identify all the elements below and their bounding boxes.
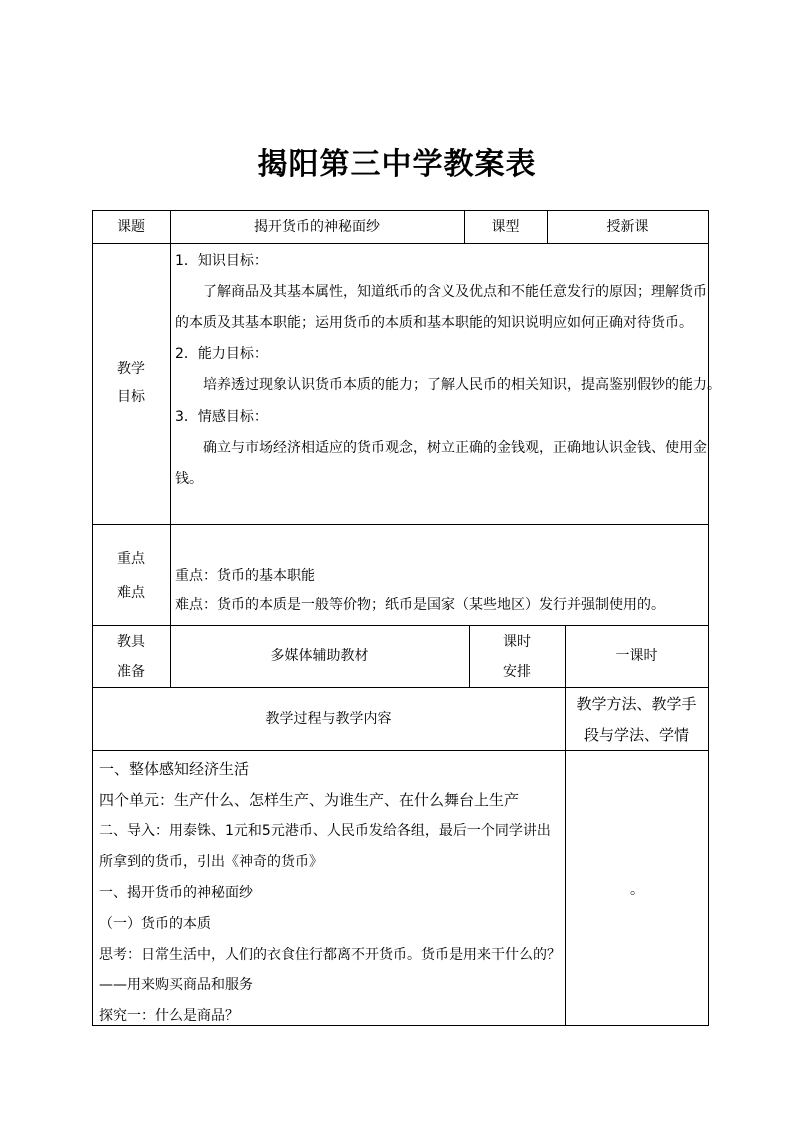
- emotion-line: 确立与市场经济相适应的货币观念，树立正确的金钱观，正确地认识金钱、使用金: [203, 440, 707, 456]
- process-right-mark: 。: [630, 882, 644, 898]
- key-point-text: 重点：货币的基本职能: [175, 568, 315, 584]
- process-line: 思考：日常生活中，人们的衣食住行都离不开货币。货币是用来干什么的？: [99, 947, 561, 963]
- process-line: （一）货币的本质: [99, 916, 211, 932]
- type-value: 授新课: [606, 218, 649, 235]
- objectives-label: 教学 目标: [117, 361, 145, 405]
- ability-heading: 2．能力目标：: [175, 346, 268, 362]
- page-title: 揭阳第三中学教案表: [257, 147, 537, 182]
- emotion-heading: 3．情感目标：: [175, 409, 268, 425]
- process-line: 一、揭开货币的神秘面纱: [99, 885, 253, 901]
- type-label: 课型: [491, 218, 520, 235]
- process-line: 探究一：什么是商品？: [99, 1008, 239, 1024]
- process-header-right: 教学方法、教学手 段与学法、学情: [576, 695, 697, 744]
- tools-label: 教具 准备: [117, 634, 145, 680]
- knowledge-line: 的本质及其基本职能；运用货币的本质和基本职能的知识说明应如何正确对待货币。: [175, 315, 693, 331]
- process-line: 二、导入：用泰铢、1元和5元港币、人民币发给各组，最后一个同学讲出: [99, 823, 551, 839]
- topic-value: 揭开货币的神秘面纱: [254, 218, 380, 235]
- process-header-left: 教学过程与教学内容: [265, 710, 392, 727]
- process-line: 所拿到的货币，引出《神奇的货币》: [99, 854, 323, 870]
- process-line: 四个单元：生产什么、怎样生产、为谁生产、在什么舞台上生产: [99, 791, 520, 809]
- difficult-point-text: 难点：货币的本质是一般等价物；纸币是国家（某些地区）发行并强制使用的。: [175, 597, 665, 613]
- ability-line: 培养透过现象认识货币本质的能力；了解人民币的相关知识，提高鉴别假钞的能力。: [203, 377, 721, 393]
- emotion-line: 钱。: [175, 471, 203, 487]
- tools-value: 多媒体辅助教材: [270, 648, 369, 664]
- schedule-value: 一课时: [615, 648, 658, 664]
- schedule-label: 课时 安排: [503, 634, 531, 680]
- knowledge-line: 了解商品及其基本属性，知道纸币的含义及优点和不能任意发行的原因；理解货币: [203, 284, 707, 300]
- process-line: ——用来购买商品和服务: [99, 977, 253, 993]
- process-line: 一、整体感知经济生活: [99, 760, 250, 778]
- key-points-label: 重点 难点: [117, 551, 145, 601]
- knowledge-heading: 1．知识目标：: [175, 253, 268, 269]
- topic-label: 课题: [117, 218, 145, 235]
